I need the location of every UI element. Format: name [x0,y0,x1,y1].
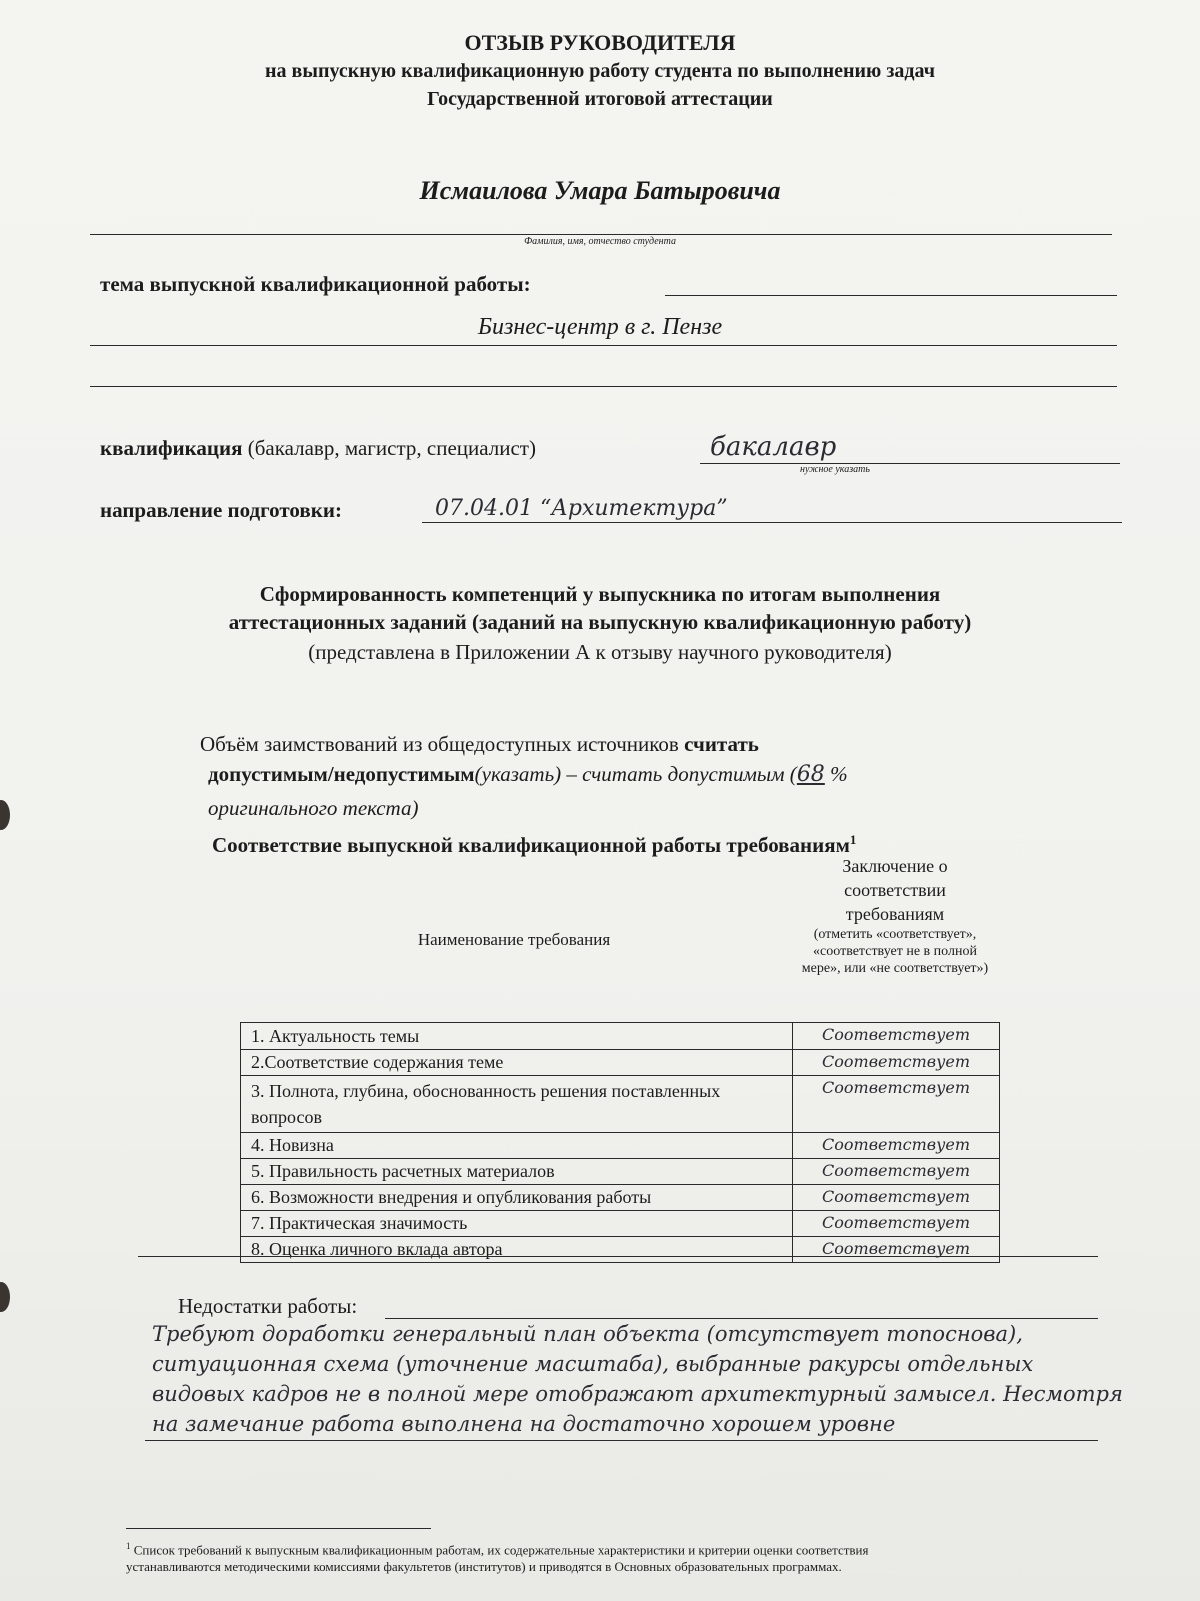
table-row [241,1133,1000,1159]
borrowing-line-3: оригинального текста) [208,796,419,820]
underline [385,1318,1098,1319]
requirement-name: 2.Соответствие содержания теме [241,1050,793,1076]
table-row [241,1237,1000,1263]
drawbacks-text: Требуют доработки генеральный план объекта (отсутствует топоснова), [152,1322,1023,1346]
underline [90,345,1117,346]
document-title: ОТЗЫВ РУКОВОДИТЕЛЯ [464,30,736,55]
competence-heading: Сформированность компетенций у выпускника по итогам выполнения [259,582,941,606]
drawbacks-label: Недостатки работы: [178,1294,358,1318]
table-row [241,1211,1000,1237]
student-name-caption: Фамилия, имя, отчество студента [524,236,676,247]
requirement-value: Соответствует [793,1185,1000,1211]
requirement-value: Соответствует [793,1159,1000,1185]
requirement-value: Соответствует [793,1023,1000,1050]
requirement-name: 7. Практическая значимость [241,1211,793,1237]
requirements-title: Соответствие выпускной квалификационной работы требованиям$^1$ [212,832,857,857]
table-row [241,1050,1000,1076]
competence-heading: аттестационных заданий (заданий на выпускную квалификационную работу) [228,610,972,634]
table-row [241,1185,1000,1211]
topic-label: тема выпускной квалификационной работы: [100,272,531,296]
requirement-name: 6. Возможности внедрения и опубликования работы [241,1185,793,1211]
underline [90,386,1117,387]
underline [145,1440,1098,1441]
requirement-name: 4. Новизна [241,1133,793,1159]
topic-value: Бизнес-центр в г. Пензе [477,314,723,340]
qualification-value: бакалавр [710,432,837,462]
table-row [241,1076,1000,1133]
underline [422,522,1122,523]
borrowing-line-2: допустимым/недопустимым(указать) – считать допустимым (68 % [208,762,848,787]
borrowing-line-1: Объём заимствований из общедоступных источников считать [200,732,759,756]
binder-hole [0,800,10,830]
table-row [241,1023,1000,1050]
student-name: Исмаилова Умара Батыровича [419,176,781,205]
borrowing-percent-value: 68 [796,762,825,787]
requirement-value: Соответствует [793,1237,1000,1263]
requirements-table [240,1022,1000,1263]
table-row [241,1159,1000,1185]
direction-label: направление подготовки: [100,498,342,522]
binder-hole [0,1282,10,1312]
drawbacks-text: ситуационная схема (уточнение масштаба), выбранные ракурсы отдельных [152,1352,1034,1376]
requirement-name: 1. Актуальность темы [241,1023,793,1050]
footnote: $^1$ Список требований к выпускным квалификационным работам, их содержательные характеристики и критерии оценки соответствия устанавливаются методическими комиссиями факультетов (институтов) и приводятся в Основных образовательных программах. [126,1541,869,1575]
footnote-separator [126,1528,431,1529]
document-subtitle: Государственной итоговой аттестации [427,88,773,110]
requirement-name: 8. Оценка личного вклада автора [241,1237,793,1263]
underline [700,463,1120,464]
requirement-value: Соответствует [793,1211,1000,1237]
requirement-value: Соответствует [793,1050,1000,1076]
requirement-value: Соответствует [793,1076,1000,1133]
drawbacks-text: видовых кадров не в полной мере отображают архитектурный замысел. Несмотря [152,1382,1123,1406]
requirement-name: 3. Полнота, глубина, обоснованность решения поставленных вопросов [241,1076,793,1133]
competence-note: (представлена в Приложении А к отзыву научного руководителя) [308,640,892,664]
table-header-conclusion: Заключение о соответствии требованиям [842,856,948,924]
table-header-conclusion-note: (отметить «соответствует», «соответствует не в полной мере», или «не соответствует») [801,927,989,976]
qualification-caption: нужное указать [800,464,870,475]
requirement-value: Соответствует [793,1133,1000,1159]
drawbacks-text: на замечание работа выполнена на достаточно хорошем уровне [152,1412,896,1436]
requirement-name: 5. Правильность расчетных материалов [241,1159,793,1185]
underline [90,234,1112,235]
document-subtitle: на выпускную квалификационную работу студента по выполнению задач [265,60,935,82]
qualification-label: квалификация (бакалавр, магистр, специалист) [100,436,536,460]
direction-value: 07.04.01 “Архитектура” [435,496,728,521]
underline [665,295,1117,296]
underline [138,1256,1098,1257]
table-header-requirement: Наименование требования [417,930,611,949]
